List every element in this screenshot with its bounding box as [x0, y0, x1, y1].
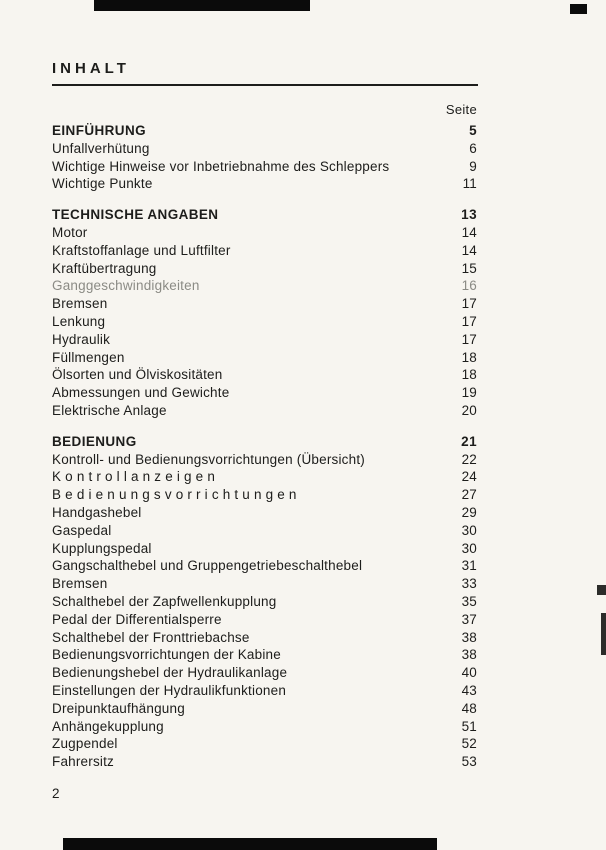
toc-entry-page: 11: [462, 176, 477, 192]
toc-entry-page: 30: [461, 522, 477, 538]
toc-entry-page: 17: [461, 313, 477, 329]
toc-entry-label: Zugpendel: [52, 736, 118, 752]
toc-entry-label: Dreipunktaufhängung: [52, 700, 185, 716]
toc-entry-page: 27: [461, 487, 477, 503]
toc-entry-page: 33: [461, 576, 477, 592]
toc-row: [52, 753, 477, 771]
toc-entry-page: 19: [461, 385, 477, 401]
toc-entry-label: Ölsorten und Ölviskositäten: [52, 367, 223, 383]
toc-entry-page: 14: [461, 242, 477, 258]
toc-row: [52, 735, 477, 753]
toc-entry-label: Bremsen: [52, 576, 108, 592]
toc-entry-label: Kupplungspedal: [52, 540, 152, 556]
toc-row: [52, 451, 477, 469]
toc-entry-label: Unfallverhütung: [52, 140, 150, 156]
toc-row: [52, 313, 477, 331]
toc-entry-page: 53: [461, 754, 477, 770]
toc-row: [52, 682, 477, 700]
toc-entry-label: Gangschalthebel und Gruppengetriebeschalthebel: [52, 558, 363, 574]
toc-row: [52, 224, 477, 242]
toc-entry-page: 31: [461, 558, 477, 574]
scan-artifact-edge-tick: [597, 585, 606, 595]
toc-row: [52, 242, 477, 260]
toc-entry-page: 38: [461, 647, 477, 663]
toc-entry-label: Bremsen: [52, 296, 108, 312]
toc-entry-label: Einstellungen der Hydraulikfunktionen: [52, 682, 287, 698]
toc-entry-label: Wichtige Hinweise vor Inbetriebnahme des Schleppers: [52, 158, 390, 174]
toc-entry-label: Bedienungsvorrichtungen der Kabine: [52, 647, 281, 663]
toc-row: [52, 486, 477, 504]
toc-entry-page: 20: [461, 402, 477, 418]
toc-entry-page: 15: [461, 260, 477, 276]
toc-entry-label: Anhängekupplung: [52, 718, 164, 734]
scan-artifact-bottom-bar: [63, 838, 437, 850]
toc-row: [52, 384, 477, 402]
toc-entry-page: 13: [461, 207, 477, 223]
toc-entry-label: Kraftübertragung: [52, 260, 157, 276]
toc-entry-page: 24: [461, 469, 477, 485]
toc-row: [52, 593, 477, 611]
footer-page-number: 2: [52, 786, 60, 801]
toc-entry-page: 17: [461, 296, 477, 312]
scan-artifact-top-right: [570, 4, 587, 14]
toc-row: [52, 664, 477, 682]
toc-row: [52, 158, 477, 176]
toc-row: [52, 629, 477, 647]
toc-row: [52, 295, 477, 313]
toc-entry-page: 16: [461, 278, 477, 294]
toc-row: [52, 611, 477, 629]
toc-section-heading: [52, 122, 477, 140]
toc-row: [52, 260, 477, 278]
toc-entry-label: K o n t r o l l a n z e i g e n: [52, 469, 216, 485]
toc-entry-label: Bedienungshebel der Hydraulikanlage: [52, 665, 288, 681]
toc-entry-label: TECHNISCHE ANGABEN: [52, 207, 219, 223]
toc-entry-page: 37: [461, 611, 477, 627]
toc-row: [52, 468, 477, 486]
toc-row: [52, 277, 477, 295]
toc-entry-label: Füllmengen: [52, 349, 125, 365]
toc-section-heading: [52, 433, 477, 451]
toc-entry-label: Abmessungen und Gewichte: [52, 385, 230, 401]
toc-row: [52, 175, 477, 193]
toc-entry-page: 52: [461, 736, 477, 752]
toc-entry-label: Hydraulik: [52, 331, 111, 347]
toc-row: [52, 718, 477, 736]
page-column-header: Seite: [445, 102, 477, 117]
toc-entry-label: Pedal der Differentialsperre: [52, 611, 222, 627]
toc-entry-label: Motor: [52, 224, 88, 240]
toc-entry-page: 6: [469, 140, 477, 156]
toc-row: [52, 646, 477, 664]
toc-entry-label: Wichtige Punkte: [52, 176, 153, 192]
toc-row: [52, 522, 477, 540]
scan-artifact-top-bar: [94, 0, 310, 11]
toc-entry-label: BEDIENUNG: [52, 433, 137, 449]
toc-entry-page: 21: [461, 433, 477, 449]
toc-entry-label: Elektrische Anlage: [52, 402, 167, 418]
scan-artifact-edge-tick: [601, 613, 606, 655]
toc-row: [52, 349, 477, 367]
toc-row: [52, 575, 477, 593]
toc-list: [52, 122, 477, 771]
toc-entry-label: Kraftstoffanlage und Luftfilter: [52, 242, 231, 258]
toc-entry-page: 17: [461, 331, 477, 347]
toc-entry-label: Schalthebel der Fronttriebachse: [52, 629, 250, 645]
toc-row: [52, 557, 477, 575]
toc-entry-page: 9: [469, 158, 477, 174]
toc-entry-page: 35: [461, 593, 477, 609]
toc-section: [52, 122, 477, 193]
toc-entry-page: 38: [461, 629, 477, 645]
toc-row: [52, 331, 477, 349]
toc-entry-label: Lenkung: [52, 313, 106, 329]
toc-entry-page: 40: [461, 665, 477, 681]
page-title: INHALT: [52, 60, 130, 77]
toc-entry-page: 14: [461, 224, 477, 240]
toc-entry-page: 18: [461, 367, 477, 383]
toc-section: [52, 433, 477, 771]
toc-row: [52, 540, 477, 558]
toc-row: [52, 366, 477, 384]
toc-row: [52, 504, 477, 522]
toc-entry-label: EINFÜHRUNG: [52, 123, 146, 138]
toc-section: [52, 206, 477, 420]
toc-entry-label: B e d i e n u n g s v o r r i c h t u n g e n: [52, 487, 297, 503]
toc-entry-label: Handgashebel: [52, 504, 142, 520]
toc-entry-page: 5: [469, 123, 477, 138]
toc-entry-label: Kontroll- und Bedienungsvorrichtungen (Übersicht): [52, 451, 365, 467]
toc-row: [52, 140, 477, 158]
title-rule: [52, 84, 478, 86]
toc-entry-page: 51: [461, 718, 477, 734]
toc-entry-page: 22: [461, 451, 477, 467]
toc-entry-label: Schalthebel der Zapfwellenkupplung: [52, 593, 277, 609]
toc-entry-page: 48: [461, 700, 477, 716]
toc-entry-page: 18: [461, 349, 477, 365]
toc-entry-label: Fahrersitz: [52, 754, 115, 770]
toc-section-heading: [52, 206, 477, 224]
toc-row: [52, 700, 477, 718]
toc-entry-page: 30: [461, 540, 477, 556]
toc-entry-page: 29: [461, 504, 477, 520]
toc-entry-page: 43: [461, 682, 477, 698]
toc-entry-label: Ganggeschwindigkeiten: [52, 278, 200, 294]
toc-row: [52, 402, 477, 420]
toc-entry-label: Gaspedal: [52, 522, 112, 538]
